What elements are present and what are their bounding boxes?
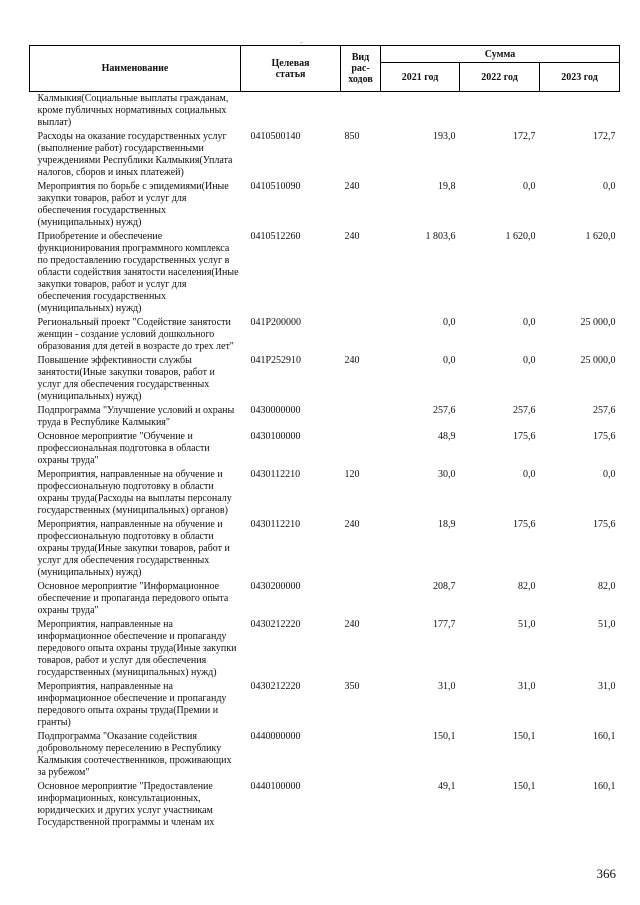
table-header <box>30 46 620 92</box>
table-row <box>30 354 620 404</box>
row-name: Повышение эффективности службы занятости(Иные закупки товаров, работ и услуг для обеспечения государственных (муниципальных) нужд) <box>37 355 215 402</box>
row-2021: 1 803,6 <box>425 231 456 242</box>
page-number: 366 <box>596 866 616 881</box>
header-kind-line3: ходов <box>348 74 373 85</box>
row-kind: 240 <box>344 181 360 192</box>
header-code-line2: статья <box>275 68 306 80</box>
table-row <box>30 580 620 618</box>
row-2022: 0,0 <box>523 355 536 366</box>
row-2022: 172,7 <box>513 131 536 142</box>
row-code <box>241 92 341 131</box>
table-row <box>30 680 620 730</box>
row-name: Основное мероприятие "Информационное обеспечение и пропаганда передового опыта охраны труда" <box>37 581 229 616</box>
header-kind-line1: Вид <box>351 52 370 63</box>
table-row <box>30 430 620 468</box>
row-2023: 0,0 <box>603 469 616 480</box>
row-name: Основное мероприятие "Предоставление информационных, консультационных, юридических и других услуг участникам Государственной программы и членам их <box>37 781 215 828</box>
row-code: 0430000000 <box>250 405 301 416</box>
row-code: 0410510090 <box>250 181 301 192</box>
row-kind <box>341 404 381 430</box>
row-kind: 240 <box>344 519 360 530</box>
row-2021: 30,0 <box>438 469 456 480</box>
table-row <box>30 730 620 780</box>
row-2022: 150,1 <box>513 781 536 792</box>
row-2021: 0,0 <box>443 317 456 328</box>
row-kind <box>341 92 381 131</box>
row-2023: 160,1 <box>593 781 616 792</box>
row-kind: 120 <box>344 469 360 480</box>
row-code: 0410512260 <box>250 231 301 242</box>
row-code: 0430200000 <box>250 581 301 592</box>
row-name: Подпрограмма "Оказание содействия добровольному переселению в Республику Калмыкия соотечественников, проживающих за рубежом" <box>37 731 232 778</box>
header-code-line1: Целевая <box>271 57 310 69</box>
row-2022: 82,0 <box>518 581 536 592</box>
row-2021: 0,0 <box>443 355 456 366</box>
header-2023: 2023 год <box>540 63 620 92</box>
row-kind: 850 <box>344 131 360 142</box>
row-kind <box>341 580 381 618</box>
row-kind <box>341 730 381 780</box>
row-2023: 25 000,0 <box>580 317 616 328</box>
row-name: Мероприятия по борьбе с эпидемиями(Иные закупки товаров, работ и услуг для обеспечения государственных (муниципальных) нужд) <box>37 181 229 228</box>
header-2021: 2021 год <box>381 63 460 92</box>
table-row <box>30 618 620 680</box>
header-kind-line2: рас- <box>351 63 370 74</box>
row-2022: 257,6 <box>513 405 536 416</box>
row-code: 041P200000 <box>250 317 302 328</box>
row-code: 041P252910 <box>250 355 302 366</box>
header-code <box>241 46 341 92</box>
row-2021: 193,0 <box>433 131 456 142</box>
row-code: 0410500140 <box>250 131 301 142</box>
row-2021 <box>381 92 460 131</box>
row-code: 0440100000 <box>250 781 301 792</box>
row-2021: 19,8 <box>438 181 456 192</box>
row-2021: 31,0 <box>438 681 456 692</box>
row-2022: 0,0 <box>523 469 536 480</box>
row-name: Мероприятия, направленные на информационное обеспечение и пропаганду передового опыта охраны труда(Премии и гранты) <box>37 681 227 728</box>
table-row <box>30 518 620 580</box>
row-2022 <box>460 92 540 131</box>
row-name: Подпрограмма "Улучшение условий и охраны труда в Республике Калмыкия" <box>37 405 235 428</box>
table-row <box>30 316 620 354</box>
row-name: Мероприятия, направленные на информационное обеспечение и пропаганду передового опыта охраны труда(Иные закупки товаров, работ и услуг для обеспечения государственных (муниципальных) нужд) <box>37 619 237 678</box>
row-2021: 177,7 <box>433 619 456 630</box>
table-row <box>30 468 620 518</box>
row-kind: 240 <box>344 355 360 366</box>
row-2023: 0,0 <box>603 181 616 192</box>
table-body <box>30 92 620 831</box>
row-2022: 1 620,0 <box>505 231 536 242</box>
row-2023: 257,6 <box>593 405 616 416</box>
row-2023: 175,6 <box>593 519 616 530</box>
row-name: Основное мероприятие "Обучение и профессиональная подготовка в области охраны труда" <box>37 431 210 466</box>
row-kind <box>341 780 381 830</box>
header-2022: 2022 год <box>460 63 540 92</box>
row-name: Мероприятия, направленные на обучение и профессиональную подготовку в области охраны труда(Иные закупки товаров, работ и услуг для обеспечения государственных (муниципальных) нужд) <box>37 519 230 578</box>
header-sum: Сумма <box>381 46 620 63</box>
row-code: 0430112210 <box>250 469 301 480</box>
row-2023: 31,0 <box>598 681 616 692</box>
table-row <box>30 230 620 316</box>
row-code: 0430112210 <box>250 519 301 530</box>
header-kind <box>341 46 381 92</box>
row-name: Приобретение и обеспечение функционирования программного комплекса по предоставлению государственных услуг в области содействия занятости населения(Иные закупки товаров, работ и услуг для обеспечения государственных (муниципальных) нужд) <box>37 231 239 314</box>
scan-mark: - <box>300 38 303 47</box>
row-kind <box>341 430 381 468</box>
row-code: 0430212220 <box>250 619 301 630</box>
row-2023: 1 620,0 <box>585 231 616 242</box>
row-code: 0430100000 <box>250 431 301 442</box>
header-name: Наименование <box>30 46 241 92</box>
row-2022: 150,1 <box>513 731 536 742</box>
row-2022: 0,0 <box>523 317 536 328</box>
row-2023: 51,0 <box>598 619 616 630</box>
row-2023: 160,1 <box>593 731 616 742</box>
row-name: Расходы на оказание государственных услуг (выполнение работ) государственными учреждениями Республики Калмыкия(Уплата налогов, сборов и иных платежей) <box>37 131 233 178</box>
row-2022: 175,6 <box>513 519 536 530</box>
row-2022: 51,0 <box>518 619 536 630</box>
row-name: Региональный проект "Содействие занятости женщин - создание условий дошкольного образования для детей в возрасте до трех лет" <box>37 317 234 352</box>
row-2023: 82,0 <box>598 581 616 592</box>
table-row <box>30 130 620 180</box>
row-2023: 172,7 <box>593 131 616 142</box>
budget-table <box>29 45 620 830</box>
row-name: Калмыкия(Социальные выплаты гражданам, кроме публичных нормативных социальных выплат) <box>37 93 229 128</box>
table-row <box>30 404 620 430</box>
row-kind <box>341 316 381 354</box>
row-2021: 257,6 <box>433 405 456 416</box>
table-row <box>30 180 620 230</box>
row-2021: 49,1 <box>438 781 456 792</box>
row-kind: 240 <box>344 619 360 630</box>
table-row <box>30 780 620 830</box>
row-2021: 18,9 <box>438 519 456 530</box>
row-2022: 31,0 <box>518 681 536 692</box>
row-2022: 0,0 <box>523 181 536 192</box>
row-2021: 150,1 <box>433 731 456 742</box>
row-2021: 48,9 <box>438 431 456 442</box>
row-code: 0430212220 <box>250 681 301 692</box>
row-name: Мероприятия, направленные на обучение и профессиональную подготовку в области охраны труда(Расходы на выплаты персоналу государственных (муниципальных) органов) <box>37 469 232 516</box>
row-2023: 175,6 <box>593 431 616 442</box>
row-kind: 350 <box>344 681 360 692</box>
row-code: 0440000000 <box>250 731 301 742</box>
table-row <box>30 92 620 131</box>
row-2023: 25 000,0 <box>580 355 616 366</box>
row-2022: 175,6 <box>513 431 536 442</box>
row-2021: 208,7 <box>433 581 456 592</box>
row-kind: 240 <box>344 231 360 242</box>
row-2023 <box>540 92 620 131</box>
